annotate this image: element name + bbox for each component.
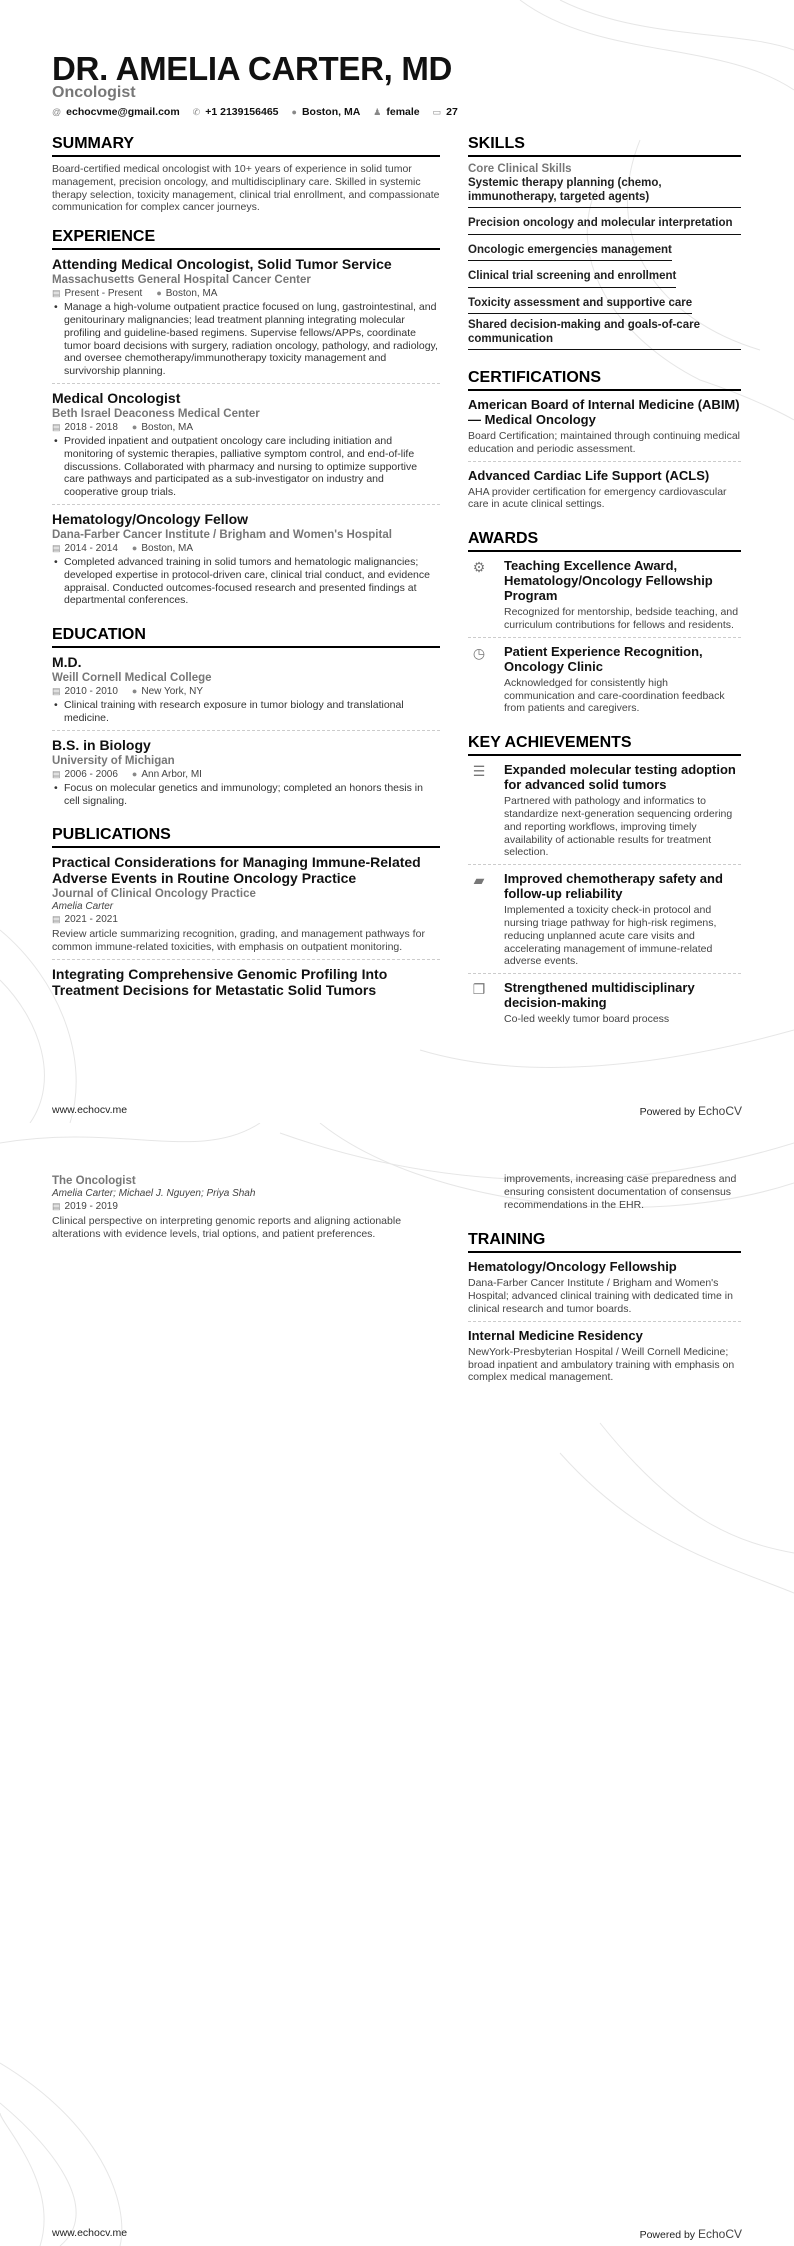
publications-section [52, 826, 440, 998]
location: Boston, MA [141, 542, 194, 554]
dates: 2006 - 2006 [64, 768, 118, 780]
award-item [468, 558, 741, 638]
copy-icon: ❐ [472, 981, 486, 998]
calendar-icon: ▤ [52, 288, 61, 299]
training-description: NewYork-Presbyterian Hospital / Weill Cornell Medicine; broad inpatient and ambulatory training with emphasis on complex medical management. [468, 1345, 735, 1384]
calendar-icon: ▤ [52, 1201, 61, 1211]
gear-icon: ⚙ [472, 559, 486, 576]
experience-item [52, 511, 440, 612]
journal: Journal of Clinical Oncology Practice [52, 888, 256, 901]
footer-powered-by[interactable] [640, 2227, 742, 2241]
contact-bar [52, 106, 458, 118]
location: Boston, MA [141, 421, 194, 433]
achievement-description: Co-led weekly tumor board process [504, 1013, 670, 1026]
publication-description: Review article summarizing recognition, grading, and management pathways for common immune-related toxicities, with emphasis on outpatient monitoring. [52, 928, 425, 954]
skill-item: Shared decision-making and goals-of-care communication [468, 319, 741, 350]
publication-title: Integrating Comprehensive Genomic Profiling Into Treatment Decisions for Metastatic Solid Tumors [52, 965, 388, 998]
bullet: • Focus on molecular genetics and immunology; completed an honors thesis in cell signaling. [52, 782, 440, 808]
skill-category: Core Clinical Skills [468, 163, 572, 175]
location-pin-icon: ● [131, 421, 138, 432]
skill-item: Oncologic emergencies management [468, 244, 672, 262]
location-pin-icon: ● [291, 107, 297, 117]
brand-logo: EchoCV [697, 2227, 742, 2241]
achievement-description: Partnered with pathology and informatics to standardize next-generation sequencing ordering and reporting workflows, improving timely availability of actionable results for treatment selection. [504, 795, 733, 859]
training-item [468, 1259, 741, 1321]
job-title: Hematology/Oncology Fellow [52, 510, 249, 527]
achievement-item [468, 871, 741, 974]
location: Boston, MA [165, 288, 218, 300]
publication-description: Clinical perspective on interpreting genomic reports and aligning actionable alterations with evidence levels, trial options, and patient preferences. [52, 1215, 402, 1240]
bullet: • Completed advanced training in solid tumors and hematologic malignancies; developed expertise in protocol-driven care, clinical trial conduct, and evidence appraisal. Conducted outcomes-focused research and presented findings at departmental conferences. [52, 556, 440, 607]
degree: M.D. [52, 654, 82, 671]
education-item [52, 654, 440, 731]
experience-item [52, 256, 440, 384]
authors: Amelia Carter; Michael J. Nguyen; Priya Shah [52, 1188, 256, 1199]
training-item [468, 1328, 741, 1389]
dates: 2014 - 2014 [64, 542, 118, 554]
authors: Amelia Carter [52, 901, 114, 913]
bullet: • Clinical training with research exposure in tumor biology and translational medicine. [52, 699, 440, 725]
footer-website[interactable]: www.echocv.me [52, 1104, 128, 1116]
achievement-item [468, 762, 741, 865]
location: New York, NY [141, 686, 204, 698]
skill-item: Clinical trial screening and enrollment [468, 270, 676, 288]
summary-section [52, 135, 440, 214]
school: Weill Cornell Medical College [52, 672, 212, 685]
certifications-section [468, 369, 741, 516]
achievement-description: Implemented a toxicity check-in protocol and nursing triage pathway for high-risk regimens, reducing unplanned acute care visits and accelerating management of immune-related adverse events. [504, 904, 717, 968]
at-icon: @ [52, 107, 62, 117]
job-title: Attending Medical Oncologist, Solid Tumor Service [52, 256, 392, 273]
calendar-icon: ▤ [52, 914, 61, 925]
company: Massachusetts General Hospital Cancer Center [52, 274, 311, 287]
achievement-description-continued: improvements, increasing case preparedness and ensuring consistent documentation of consensus recommendations in the EHR. [504, 1173, 737, 1211]
left-column-continued [52, 1173, 440, 1241]
file-icon: ▰ [473, 872, 485, 889]
certification-item [468, 397, 741, 462]
skill-item: Toxicity assessment and supportive care [468, 297, 692, 315]
calendar-icon: ▤ [52, 542, 61, 553]
section-heading: SKILLS [468, 135, 741, 157]
experience-section [52, 228, 440, 612]
school: University of Michigan [52, 754, 175, 767]
dates: 2018 - 2018 [64, 421, 118, 433]
location-pin-icon: ● [131, 686, 138, 697]
section-heading: EXPERIENCE [52, 228, 440, 250]
location: Ann Arbor, MI [141, 768, 202, 780]
bullet: • Provided inpatient and outpatient oncology care including initiation and monitoring of systemic therapies, palliative symptom control, and end-of-life discussions. Collaborated with pharmacy and nursing to optimize supportive care pathways and participated as a sub-investigator on industry and cooperative group trials. [52, 435, 440, 499]
publication-title: Practical Considerations for Managing Immune-Related Adverse Events in Routine Oncology Practice [52, 854, 421, 887]
gender: female [386, 106, 420, 118]
publication-item-continued [52, 1175, 440, 1241]
candidate-name: DR. AMELIA CARTER, MD [52, 50, 453, 87]
training-title: Hematology/Oncology Fellowship [468, 1259, 677, 1275]
education-section [52, 626, 440, 812]
age: 27 [446, 106, 458, 118]
award-title: Patient Experience Recognition, Oncology Clinic [504, 643, 703, 674]
education-item [52, 737, 440, 813]
phone-icon: ✆ [192, 106, 201, 117]
training-title: Internal Medicine Residency [468, 1327, 643, 1343]
location-pin-icon: ● [131, 768, 138, 779]
certification-title: American Board of Internal Medicine (ABIM) — Medical Oncology [468, 397, 740, 427]
training-section [468, 1231, 741, 1389]
right-column [468, 135, 741, 1040]
brand-logo: EchoCV [697, 1104, 742, 1118]
section-heading: SUMMARY [52, 135, 440, 157]
bullet: • Manage a high-volume outpatient practice focused on lung, gastrointestinal, and genitourinary malignancies; lead treatment planning integrating molecular profiling and guideline-based regimens. Supervise fellows/APPs, coordinate tumor board decisions with surgery, radiation oncology, pathology, and radiology, and oversee chemotherapy/immunotherapy toxicity management and survivorship planning. [52, 301, 440, 378]
section-heading: PUBLICATIONS [52, 826, 440, 848]
section-heading: CERTIFICATIONS [468, 369, 741, 391]
achievement-title: Strengthened multidisciplinary decision-making [504, 980, 695, 1011]
degree: B.S. in Biology [52, 736, 151, 753]
candidate-title: Oncologist [52, 84, 136, 101]
award-description: Acknowledged for consistently high communication and care-coordination feedback from patients and caregivers. [504, 676, 725, 715]
skill-item: Precision oncology and molecular interpretation [468, 217, 741, 235]
email-link[interactable]: echocvme@gmail.com [66, 106, 180, 118]
company: Dana-Farber Cancer Institute / Brigham and Women's Hospital [52, 528, 392, 541]
powered-by-label: Powered by [639, 1106, 696, 1118]
calendar-icon: ▭ [432, 106, 442, 117]
resume-page-2 [0, 1123, 794, 2246]
achievement-title: Improved chemotherapy safety and follow-up reliability [504, 871, 723, 902]
job-title: Medical Oncologist [52, 389, 181, 406]
calendar-icon: ▤ [52, 421, 61, 432]
phone-link[interactable]: +1 2139156465 [205, 106, 279, 118]
achievement-item [468, 980, 741, 1026]
footer-website[interactable]: www.echocv.me [52, 2227, 128, 2239]
section-heading: EDUCATION [52, 626, 440, 648]
footer-powered-by[interactable] [640, 1104, 742, 1118]
location-pin-icon: ● [156, 288, 162, 299]
location-pin-icon: ● [131, 542, 138, 553]
experience-item [52, 390, 440, 505]
database-icon: ☰ [472, 763, 486, 780]
location: Boston, MA [301, 106, 361, 118]
clock-icon: ◷ [472, 644, 486, 661]
dates: 2021 - 2021 [64, 914, 118, 926]
awards-section [468, 530, 741, 720]
person-icon: ♟ [373, 106, 382, 117]
company: Beth Israel Deaconess Medical Center [52, 407, 260, 420]
publication-item [52, 854, 440, 960]
training-description: Dana-Farber Cancer Institute / Brigham and Women's Hospital; advanced clinical training with dedicated time in clinical research and tumor boards. [468, 1277, 733, 1315]
skills-section [468, 135, 741, 355]
left-column [52, 135, 440, 1012]
dates: 2019 - 2019 [64, 1201, 118, 1212]
certification-item [468, 468, 741, 517]
skill-item: Systemic therapy planning (chemo, immunotherapy, targeted agents) [468, 177, 741, 208]
certification-description: AHA provider certification for emergency cardiovascular care in acute clinical settings. [468, 485, 727, 511]
certification-title: Advanced Cardiac Life Support (ACLS) [468, 467, 710, 483]
achievement-title: Expanded molecular testing adoption for advanced solid tumors [504, 762, 736, 793]
calendar-icon: ▤ [52, 686, 61, 697]
dates: 2010 - 2010 [64, 686, 118, 698]
certification-description: Board Certification; maintained through continuing medical education and periodic assessment. [468, 430, 740, 455]
award-title: Teaching Excellence Award, Hematology/Oncology Fellowship Program [504, 558, 713, 604]
dates: Present - Present [64, 288, 143, 300]
section-heading: AWARDS [468, 530, 741, 552]
journal: The Oncologist [52, 1175, 136, 1187]
right-column-continued [468, 1173, 741, 1403]
achievements-section [468, 734, 741, 1026]
section-heading: TRAINING [468, 1231, 741, 1253]
section-heading: KEY ACHIEVEMENTS [468, 734, 741, 756]
summary-text: Board-certified medical oncologist with 10+ years of experience in solid tumor management, precision oncology, and multidisciplinary care. Skilled in systemic therapy selection, toxicity management, clinical trial enrollment, and compassionate communication for complex cancer journeys. [52, 163, 440, 214]
powered-by-label: Powered by [639, 2229, 696, 2241]
award-item [468, 644, 741, 720]
award-description: Recognized for mentorship, bedside teaching, and curriculum contributions for fellows and residents. [504, 606, 739, 631]
calendar-icon: ▤ [52, 768, 61, 779]
